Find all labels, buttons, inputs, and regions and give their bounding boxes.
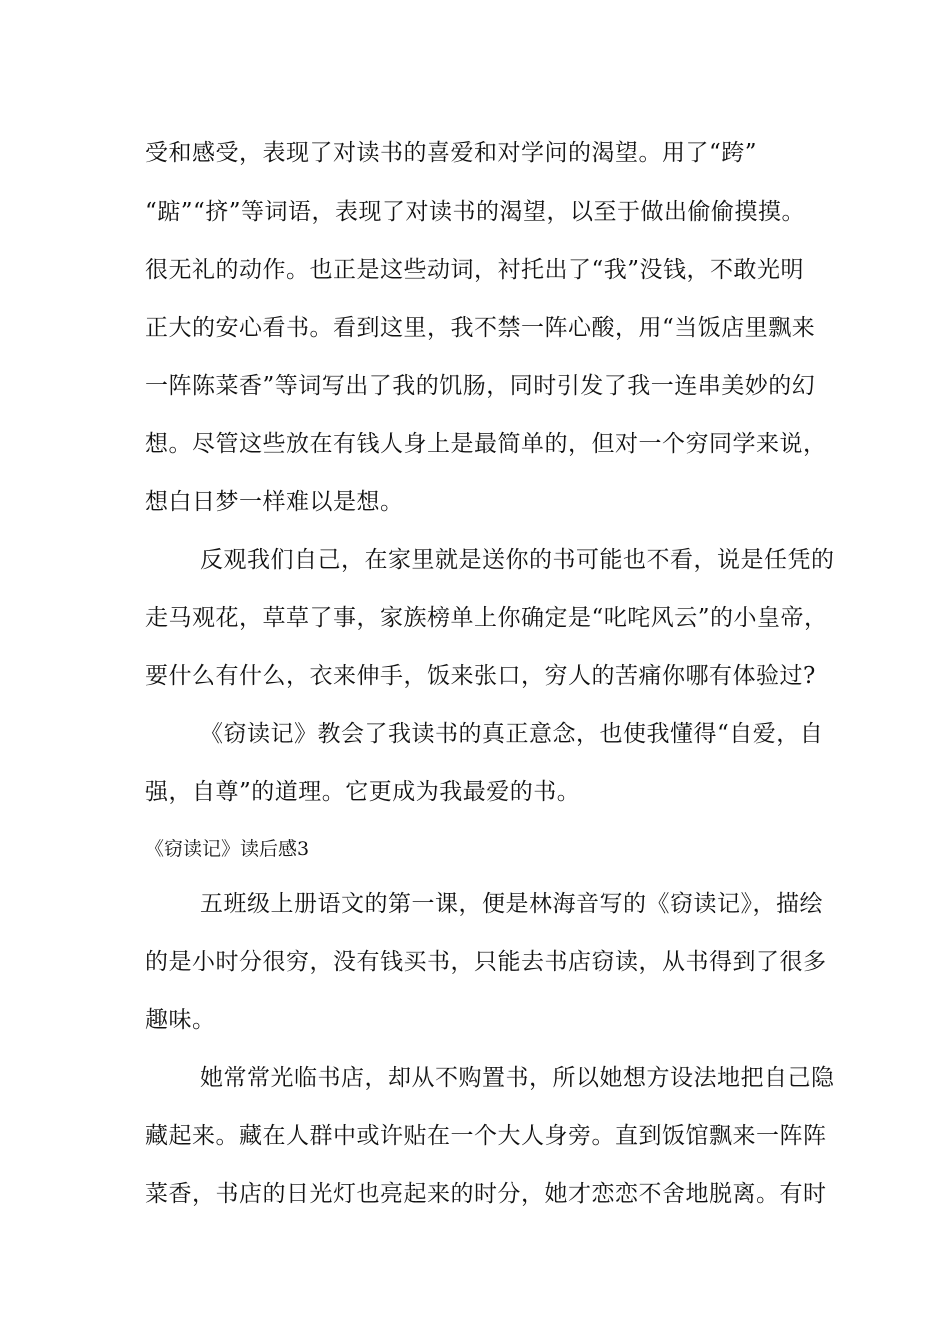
paragraph-1-line-4: 正大的安心看书。看到这里，我不禁一阵心酸，用“当饭店里飘来 [145, 315, 816, 341]
paragraph-4-line-2: 的是小时分很穷，没有钱买书，只能去书店窃读，从书得到了很多 [145, 949, 827, 975]
paragraph-1-line-2: “踮”“挤”等词语，表现了对读书的渴望，以至于做出偷偷摸摸。 [145, 199, 806, 225]
section-heading: 《窃读记》读后感3 [145, 838, 310, 860]
paragraph-1-line-3: 很无礼的动作。也正是这些动词，衬托出了“我”没钱，不敢光明 [145, 257, 805, 283]
paragraph-1-line-1: 受和感受，表现了对读书的喜爱和对学问的渴望。用了“跨” [145, 140, 758, 166]
paragraph-1-line-6: 想。尽管这些放在有钱人身上是最简单的，但对一个穷同学来说， [145, 431, 827, 457]
paragraph-4-line-3: 趣味。 [145, 1007, 216, 1033]
paragraph-2-line-1: 反观我们自己，在家里就是送你的书可能也不看，说是任凭的 [200, 547, 835, 573]
paragraph-2-line-3: 要什么有什么，衣来伸手，饭来张口，穷人的苦痛你哪有体验过? [145, 663, 816, 689]
paragraph-3-line-2: 强，自尊”的道理。它更成为我最爱的书。 [145, 779, 581, 805]
paragraph-4-line-1: 五班级上册语文的第一课，便是林海音写的《窃读记》，描绘 [200, 891, 823, 917]
paragraph-5-line-1: 她常常光临书店，却从不购置书，所以她想方设法地把自己隐 [200, 1065, 835, 1091]
paragraph-1-line-5: 一阵陈菜香”等词写出了我的饥肠，同时引发了我一连串美妙的幻 [145, 373, 816, 399]
paragraph-2-line-2: 走马观花，草草了事，家族榜单上你确定是“叱咤风云”的小皇帝， [145, 605, 828, 631]
paragraph-5-line-2: 藏起来。藏在人群中或许贴在一个大人身旁。直到饭馆飘来一阵阵 [145, 1123, 827, 1149]
paragraph-5-line-3: 菜香，书店的日光灯也亮起来的时分，她才恋恋不舍地脱离。有时 [145, 1181, 827, 1207]
paragraph-1-line-7: 想白日梦一样难以是想。 [145, 489, 404, 515]
paragraph-3-line-1: 《窃读记》教会了我读书的真正意念，也使我懂得“自爱，自 [200, 721, 824, 747]
